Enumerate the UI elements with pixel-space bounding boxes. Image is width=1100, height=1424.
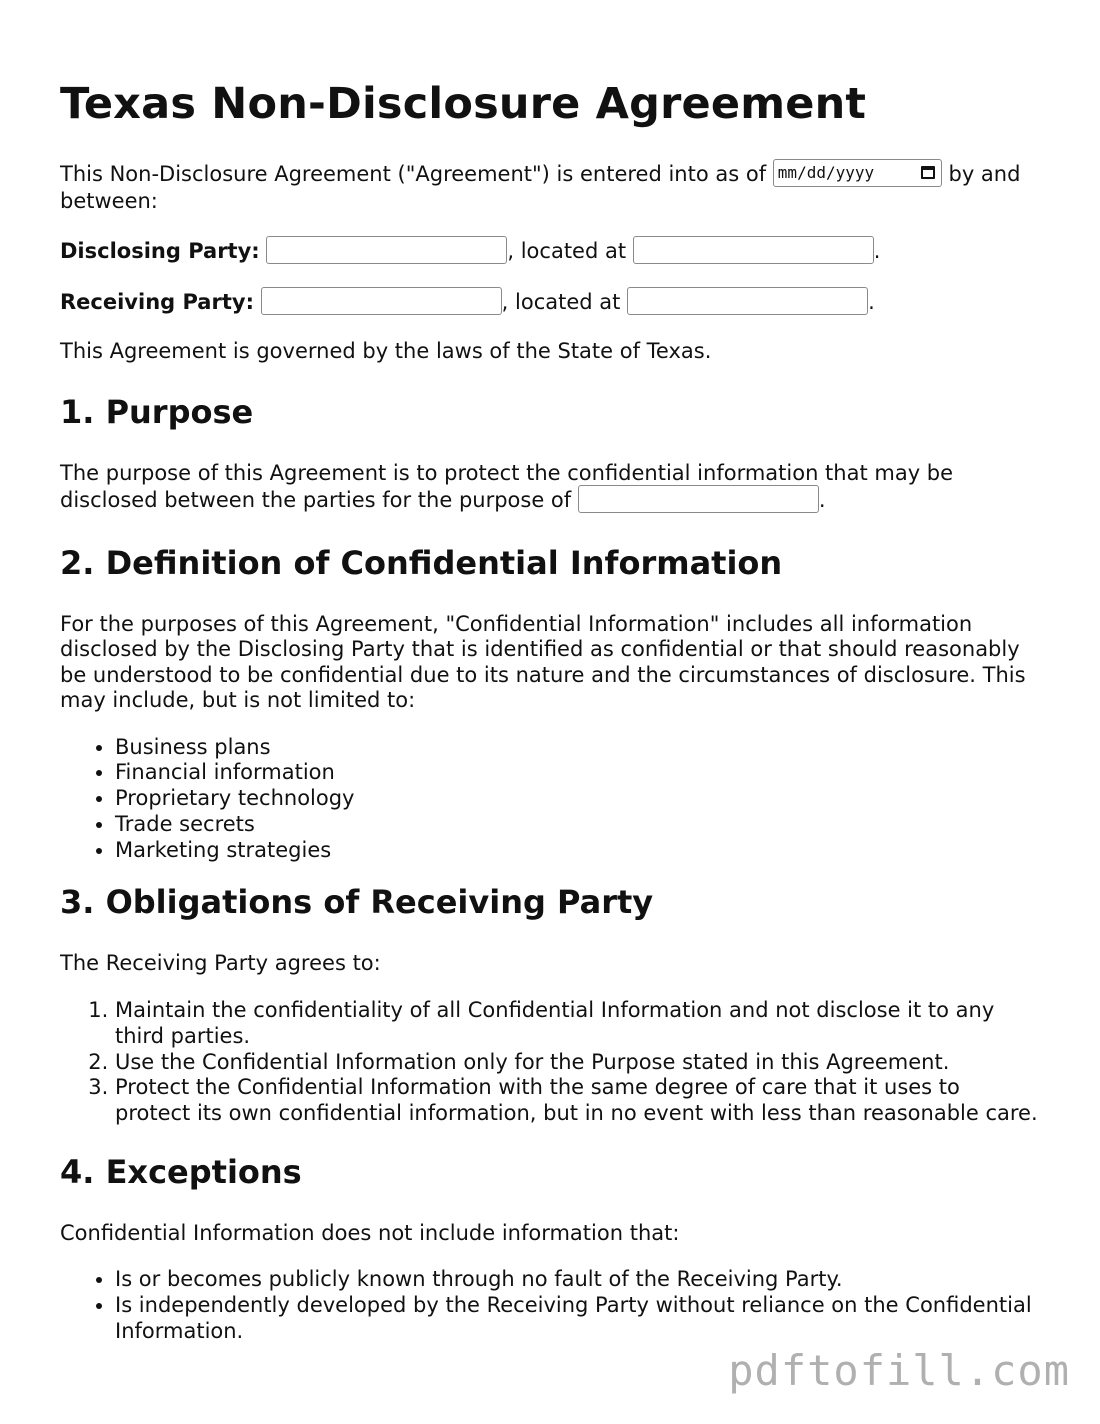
disclosing-located-text: , located at bbox=[507, 238, 627, 263]
purpose-paragraph bbox=[60, 461, 1040, 515]
confidential-info-list bbox=[60, 735, 1040, 864]
list-item: • Business plans bbox=[115, 735, 1040, 761]
list-item: • Proprietary technology bbox=[115, 786, 1040, 812]
obligations-paragraph: The Receiving Party agrees to: bbox=[60, 951, 381, 976]
watermark: pdftofill.com bbox=[728, 1346, 1070, 1395]
obligations-heading: 3. Obligations of Receiving Party bbox=[60, 883, 654, 922]
intro-paragraph bbox=[60, 161, 1040, 215]
disclosing-party-address-input[interactable] bbox=[633, 236, 874, 264]
document-page bbox=[60, 0, 1040, 1345]
purpose-text: The purpose of this Agreement is to protect the confidential information that may be disclosed between the parties for the purpose of bbox=[60, 461, 954, 512]
receiving-party-name-input[interactable] bbox=[261, 287, 502, 315]
purpose-period: . bbox=[818, 487, 826, 512]
obligations-list bbox=[60, 998, 1040, 1127]
intro-text-after-date: by and between: bbox=[60, 162, 1021, 213]
purpose-input[interactable] bbox=[578, 485, 819, 513]
intro-text-before-date: This Non-Disclosure Agreement ("Agreement") is entered into as of bbox=[60, 162, 767, 186]
list-item: 3. Protect the Confidential Information with the same degree of care that it uses to protect its own confidential information, but in no event with less than reasonable care. bbox=[115, 1075, 1040, 1127]
receiving-party-label: Receiving Party: bbox=[60, 289, 254, 314]
agreement-date-input[interactable] bbox=[773, 159, 942, 187]
exceptions-list bbox=[60, 1267, 1040, 1344]
disclosing-party-label: Disclosing Party: bbox=[60, 238, 260, 263]
receiving-party-line bbox=[60, 287, 1040, 317]
governing-law-text: This Agreement is governed by the laws of the State of Texas. bbox=[60, 338, 712, 363]
receiving-party-address-input[interactable] bbox=[627, 287, 868, 315]
list-item: • Financial information bbox=[115, 760, 1040, 786]
purpose-heading: 1. Purpose bbox=[60, 393, 254, 431]
page-title: Texas Non-Disclosure Agreement bbox=[60, 79, 867, 129]
receiving-period: . bbox=[868, 289, 875, 314]
exceptions-heading: 4. Exceptions bbox=[60, 1152, 302, 1191]
date-placeholder: mm/dd/yyyy bbox=[777, 163, 875, 182]
list-item: 1. Maintain the confidentiality of all Confidential Information and not disclose it to any third parties. bbox=[115, 998, 1040, 1050]
list-item: 2. Use the Confidential Information only for the Purpose stated in this Agreement. bbox=[115, 1050, 1040, 1076]
receiving-located-text: , located at bbox=[501, 289, 621, 314]
disclosing-period: . bbox=[873, 238, 881, 263]
list-item: • Marketing strategies bbox=[115, 838, 1040, 864]
definition-paragraph: For the purposes of this Agreement, "Confidential Information" includes all information disclosed by the Disclosing Party that is identified as confidential or that should reasonably be understood to be confidential due to its nature and the circumstances of disclosure. This may include, but is not limited to: bbox=[60, 611, 1026, 712]
calendar-icon[interactable] bbox=[921, 166, 935, 179]
list-item: • Is or becomes publicly known through no fault of the Receiving Party. bbox=[115, 1267, 1040, 1293]
list-item: • Trade secrets bbox=[115, 812, 1040, 838]
list-item: • Is independently developed by the Receiving Party without reliance on the Confidential Information. bbox=[115, 1293, 1040, 1345]
definition-heading: 2. Definition of Confidential Information bbox=[60, 543, 783, 582]
disclosing-party-name-input[interactable] bbox=[266, 236, 507, 264]
exceptions-paragraph: Confidential Information does not include information that: bbox=[60, 1220, 680, 1245]
disclosing-party-line bbox=[60, 236, 1040, 266]
